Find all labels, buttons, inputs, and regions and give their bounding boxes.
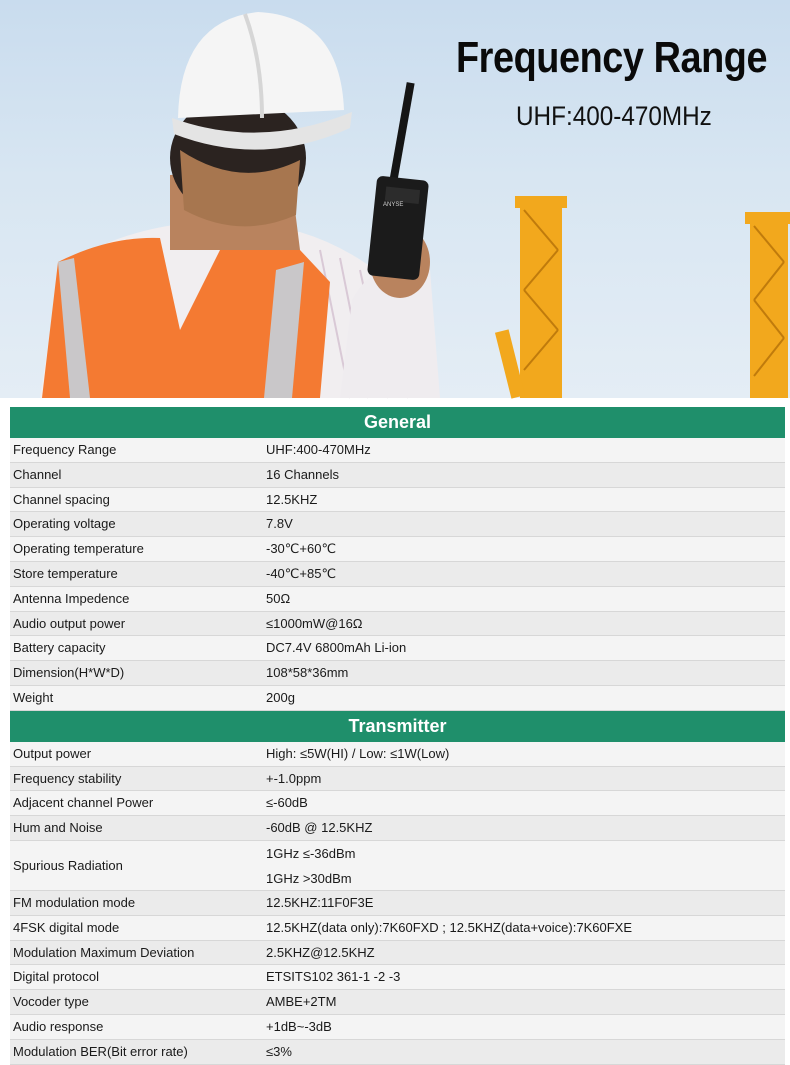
- spec-table: [10, 407, 785, 1065]
- table-row: [10, 612, 785, 637]
- table-row: [10, 562, 785, 587]
- table-row: [10, 791, 785, 816]
- radio-icon: [367, 82, 429, 280]
- table-row: [10, 841, 785, 891]
- spec-value: 12.5KHZ(data only):7K60FXD ; 12.5KHZ(data+voice):7K60FXE: [266, 919, 632, 935]
- spec-label: 4FSK digital mode: [13, 919, 120, 935]
- hero-subtitle: UHF:400-470MHz: [516, 101, 712, 131]
- table-row: [10, 742, 785, 767]
- table-row: [10, 990, 785, 1015]
- spec-label: Channel spacing: [13, 491, 110, 507]
- spec-label: Hum and Noise: [13, 820, 103, 836]
- table-row: [10, 767, 785, 792]
- spec-label: Weight: [13, 689, 54, 705]
- spec-label: Channel: [13, 466, 62, 482]
- table-row: [10, 438, 785, 463]
- spec-value: 12.5KHZ:11F0F3E: [266, 894, 374, 910]
- spec-label: Modulation Maximum Deviation: [13, 944, 195, 960]
- section-header-transmitter: Transmitter: [10, 711, 785, 742]
- general-rows: [10, 438, 785, 711]
- hero-title: Frequency Range: [456, 33, 768, 82]
- spec-value: UHF:400-470MHz: [266, 442, 371, 457]
- table-row: [10, 1040, 785, 1065]
- table-row: [10, 587, 785, 612]
- spec-value: High: ≤5W(HI) / Low: ≤1W(Low): [266, 745, 450, 761]
- spec-value: 16 Channels: [266, 466, 339, 482]
- transmitter-rows: [10, 742, 785, 1065]
- spec-value: 108*58*36mm: [266, 665, 349, 681]
- spec-value: ≤3%: [266, 1043, 292, 1059]
- spec-label: Frequency stability: [13, 770, 122, 786]
- spec-value: ≤1000mW@16Ω: [266, 615, 363, 631]
- table-row: [10, 941, 785, 966]
- table-row: [10, 1015, 785, 1040]
- hero-banner: [0, 0, 790, 398]
- spec-label: Antenna Impedence: [13, 590, 130, 606]
- spec-value: -40℃+85℃: [266, 565, 337, 581]
- spec-label: Frequency Range: [13, 442, 117, 457]
- table-row: [10, 816, 785, 841]
- spec-value: AMBE+2TM: [266, 994, 337, 1010]
- spec-label: Battery capacity: [13, 640, 106, 656]
- spec-label: Adjacent channel Power: [13, 795, 154, 811]
- spec-label: Audio response: [13, 1018, 104, 1034]
- spec-label: Operating voltage: [13, 516, 116, 532]
- table-row: [10, 686, 785, 711]
- spec-label: Digital protocol: [13, 969, 99, 985]
- spec-value: 7.8V: [266, 516, 293, 532]
- spec-value: 200g: [266, 689, 295, 705]
- spec-value: 12.5KHZ: [266, 491, 318, 507]
- crane-right: [745, 212, 790, 398]
- svg-text:ANYSE: ANYSE: [383, 202, 404, 208]
- spec-label: Spurious Radiation: [13, 857, 123, 873]
- spec-value: ETSITS102 361-1 -2 -3: [266, 969, 401, 985]
- spec-label: Output power: [13, 745, 92, 761]
- spec-value-line: 1GHz >30dBm: [266, 870, 352, 886]
- table-row: [10, 965, 785, 990]
- spec-label: Store temperature: [13, 565, 118, 581]
- table-row: [10, 636, 785, 661]
- spec-label: Audio output power: [13, 615, 126, 631]
- spec-value: -60dB @ 12.5KHZ: [266, 820, 373, 836]
- table-row: [10, 537, 785, 562]
- table-row: [10, 916, 785, 941]
- spec-value: 50Ω: [266, 590, 291, 606]
- section-header-general: General: [10, 407, 785, 438]
- spec-label: Vocoder type: [13, 994, 89, 1010]
- table-row: [10, 488, 785, 513]
- spec-value: ≤-60dB: [266, 795, 308, 811]
- table-row: [10, 661, 785, 686]
- spec-value: DC7.4V 6800mAh Li-ion: [266, 640, 407, 656]
- spec-value: 2.5KHZ@12.5KHZ: [266, 944, 375, 960]
- spec-value: -30℃+60℃: [266, 541, 337, 557]
- spec-value: +-1.0ppm: [266, 770, 322, 786]
- spec-label: Dimension(H*W*D): [13, 665, 125, 681]
- spec-value-line: 1GHz ≤-36dBm: [266, 845, 356, 861]
- spec-value: +1dB~-3dB: [266, 1018, 332, 1034]
- table-row: [10, 512, 785, 537]
- spec-label: FM modulation mode: [13, 894, 136, 910]
- spec-value: [266, 841, 785, 890]
- table-row: [10, 891, 785, 916]
- spec-label: Modulation BER(Bit error rate): [13, 1043, 188, 1059]
- spec-label: Operating temperature: [13, 541, 144, 557]
- table-row: [10, 463, 785, 488]
